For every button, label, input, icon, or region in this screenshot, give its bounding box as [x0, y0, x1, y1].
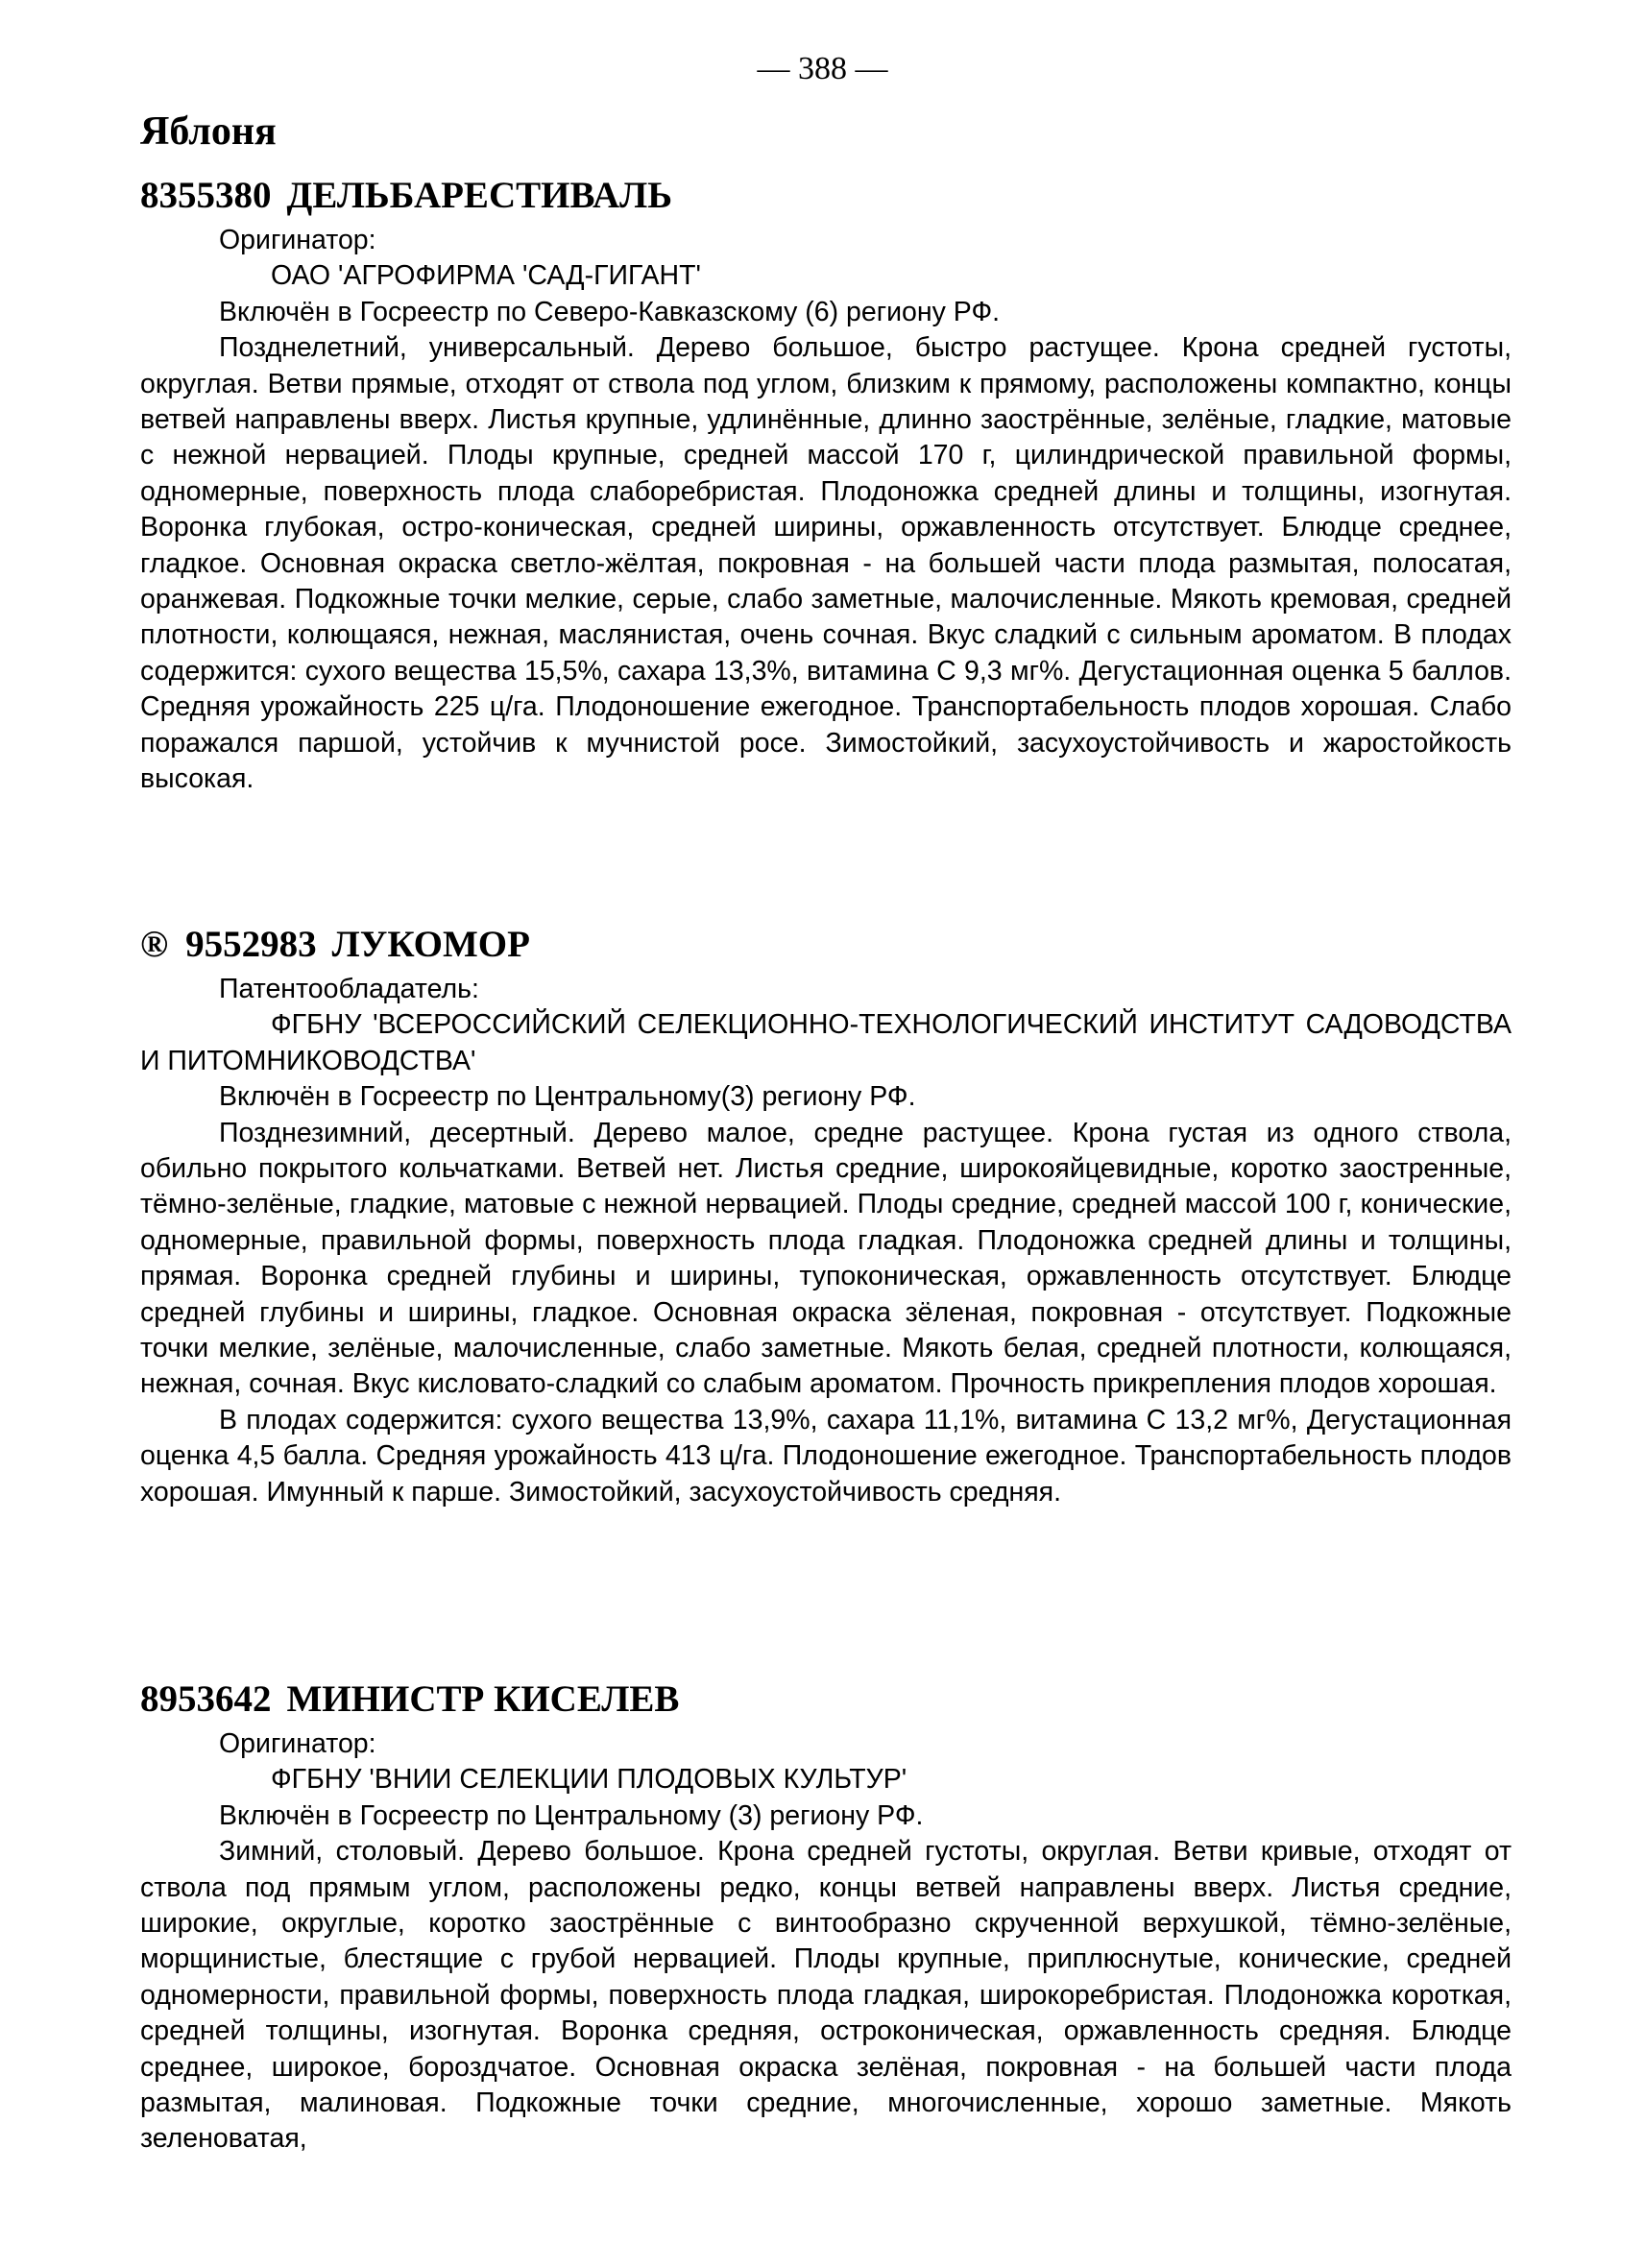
variety-heading — [140, 169, 1512, 223]
page-number: — 388 — — [757, 51, 888, 86]
organization-name: ФГБНУ 'ВНИИ СЕЛЕКЦИИ ПЛОДОВЫХ КУЛЬТУР' — [271, 1764, 907, 1796]
variety-name: ДЕЛЬБАРЕСТИВАЛЬ — [286, 175, 673, 216]
registry-line: Включён в Госреестр по Центральному (3) региону РФ. — [219, 1799, 924, 1831]
variety-name: ЛУКОМОР — [331, 924, 530, 965]
variety-code: 8355380 — [140, 175, 272, 216]
variety-entry — [140, 1673, 1512, 2158]
role-label: Оригинатор: — [219, 1728, 376, 1759]
variety-code: 9552983 — [185, 924, 317, 965]
registry-line: Включён в Госреестр по Центральному(3) региону РФ. — [219, 1081, 916, 1113]
variety-code: 8953642 — [140, 1678, 272, 1720]
role-label: Оригинатор: — [219, 225, 376, 255]
description-paragraph: В плодах содержится: сухого вещества 13,9%, сахара 11,1%, витамина С 13,2 мг%, Дегустационная оценка 4,5 балла. Средняя урожайность 413 ц/га. Плодоношение ежегодное. Транспортабельность плодов хорошая. Имунный к парше. Зимостойкий, засухоустойчивость средняя. — [140, 1404, 1512, 1508]
variety-heading — [140, 918, 1512, 972]
section-title: Яблоня — [140, 109, 277, 154]
description-paragraph: Позднелетний, универсальный. Дерево большое, быстро растущее. Крона средней густоты, округлая. Ветви прямые, отходят от ствола под углом, близким к прямому, расположены компактно, концы ветвей направлены вверх. Листья крупные, удлинённые, длинно заострённые, зелёные, гладкие, матовые с нежной нервацией. Плоды крупные, средней массой 170 г, цилиндрической правильной формы, одномерные, поверхность плода слаборебристая. Плодоножка средней длины и толщины, изогнутая. Воронка глубокая, остро-коническая, средней ширины, оржавленность отсутствует. Блюдце среднее, гладкое. Основная окраска светло-жёлтая, покровная - на большей части плода размытая, полосатая, оранжевая. Подкожные точки мелкие, серые, слабо заметные, малочисленные. Мякоть кремовая, средней плотности, колющаяся, нежная, маслянистая, очень сочная. Вкус сладкий с сильным ароматом. В плодах содержится: сухого вещества 15,5%, сахара 13,3%, витамина С 9,3 мг%. Дегустационная оценка 5 баллов. Средняя урожайность 225 ц/га. Плодоношение ежегодное. Транспортабельность плодов хорошая. Слабо поражался паршой, устойчив к мучнистой росе. Зимостойкий, засухоустойчивость и жаростойкость высокая. — [140, 332, 1512, 795]
variety-name: МИНИСТР КИСЕЛЕВ — [286, 1678, 680, 1720]
variety-entry — [140, 918, 1512, 1510]
variety-entry — [140, 169, 1512, 798]
description-paragraph: Позднезимний, десертный. Дерево малое, средне растущее. Крона густая из одного ствола, обильно покрытого кольчатками. Ветвей нет. Листья средние, широкояйцевидные, коротко заостренные, тёмно-зелёные, гладкие, матовые с нежной нервацией. Плоды средние, средней массой 100 г, конические, одномерные, правильной формы, поверхность плода гладкая. Плодоножка средней длины и толщины, прямая. Воронка средней глубины и ширины, тупоконическая, оржавленность отсутствует. Блюдце средней глубины и ширины, гладкое. Основная окраска зёленая, покровная - отсутствует. Подкожные точки мелкие, зелёные, малочисленные, слабо заметные. Мякоть белая, средней плотности, колющаяся, нежная, сочная. Вкус кисловато-сладкий со слабым ароматом. Прочность прикрепления плодов хорошая. — [140, 1117, 1512, 1400]
registry-line: Включён в Госреестр по Северо-Кавказскому (6) региону РФ. — [219, 296, 1001, 327]
variety-heading — [140, 1673, 1512, 1726]
description-paragraph: Зимний, столовый. Дерево большое. Крона средней густоты, округлая. Ветви кривые, отходят от ствола под прямым углом, расположены редко, концы ветвей направлены вверх. Листья средние, широкие, округлые, коротко заострённые с винтообразно скрученной верхушкой, тёмно-зелёные, морщинистые, блестящие с грубой нервацией. Плоды крупные, приплюснутые, конические, средней одномерности, правильной формы, поверхность плода гладкая, широкоребристая. Плодоножка короткая, средней толщины, изогнутая. Воронка средняя, остроконическая, оржавленность средняя. Блюдце среднее, широкое, бороздчатое. Основная окраска зелёная, покровная - на большей части плода размытая, малиновая. Подкожные точки средние, многочисленные, хорошо заметные. Мякоть зеленоватая, — [140, 1836, 1512, 2155]
role-label: Патентообладатель: — [219, 974, 479, 1004]
organization-name: ФГБНУ 'ВСЕРОССИЙСКИЙ СЕЛЕКЦИОННО-ТЕХНОЛОГИЧЕСКИЙ ИНСТИТУТ САДОВОДСТВА И ПИТОМНИКОВОДСТВА' — [140, 1009, 1512, 1076]
organization-name: ОАО 'АГРОФИРМА 'САД-ГИГАНТ' — [271, 260, 701, 292]
registered-mark: ® — [140, 924, 169, 965]
